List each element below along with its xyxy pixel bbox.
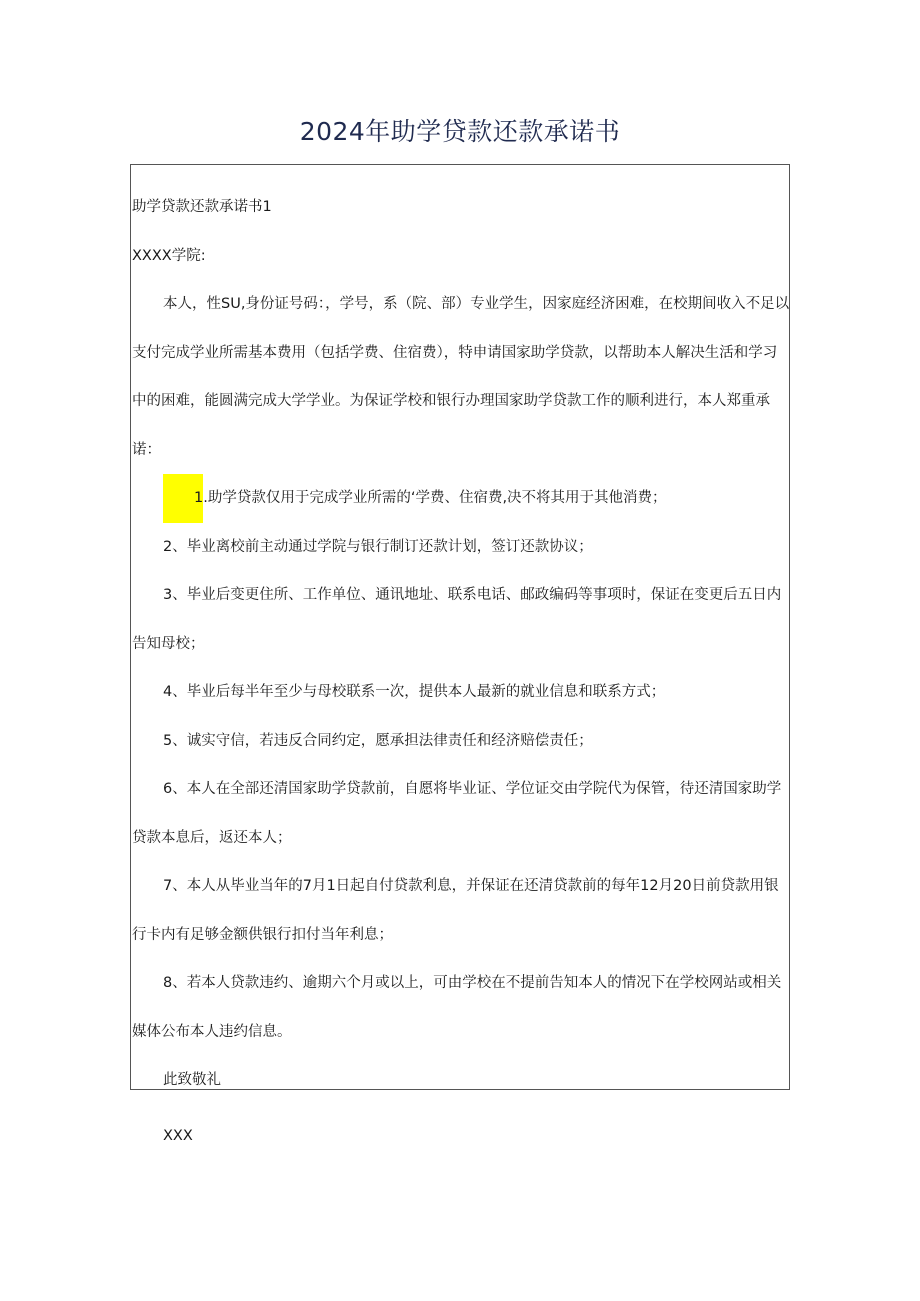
promise-item-5: 5、诚实守信，若违反合同约定，愿承担法律责任和经济赔偿责任； [163, 732, 593, 749]
promise-item-4: 4、毕业后每半年至少与母校联系一次，提供本人最新的就业信息和联系方式； [163, 684, 666, 700]
document-title: 2024年助学贷款还款承诺书 [299, 117, 621, 146]
promise-item-6: 6、本人在全部还清国家助学贷款前，自愿将毕业证、学位证交由学院代为保管，待还清国家助学贷款本息后，返还本人； [132, 781, 782, 846]
promise-item-8: 8、若本人贷款违约、逾期六个月或以上，可由学校在不提前告知本人的情况下在学校网站或相关媒体公布本人违约信息。 [132, 975, 782, 1040]
signature: XXX [163, 1128, 193, 1144]
salutation: XXXX学院: [132, 247, 206, 264]
promise-item-7: 7、本人从毕业当年的7月1日起自付贷款利息，并保证在还清贷款前的每年12月20日前贷款用银行卡内有足够金额供银行扣付当年利息； [132, 878, 779, 943]
promise-item-1 [132, 474, 790, 523]
letter-heading: 助学贷款还款承诺书1 [132, 199, 272, 215]
closing-text: 此致敬礼 [163, 1072, 221, 1088]
promise-item-3: 3、毕业后变更住所、工作单位、通讯地址、联系电话、邮政编码等事项时，保证在变更后五日内告知母校； [132, 587, 782, 652]
promise-item-1-text: .助学贷款仅用于完成学业所需的‘学费、住宿费,决不将其用于其他消费； [203, 490, 667, 506]
promise-item-2: 2、毕业离校前主动通过学院与银行制订还款计划，签订还款协议； [163, 538, 593, 555]
document-body [132, 183, 790, 1105]
intro-paragraph: 本人，性SU,身份证号码：，学号，系（院、部）专业学生，因家庭经济困难，在校期间收入不足以支付完成学业所需基本费用（包括学费、住宿费），特申请国家助学贷款，以帮助本人解决生活和学习中的困难，能圆满完成大学学业。为保证学校和银行办理国家助学贷款工作的顺利进行，本人郑重承诺： [132, 296, 790, 458]
highlight-mark: 1 [163, 474, 203, 523]
